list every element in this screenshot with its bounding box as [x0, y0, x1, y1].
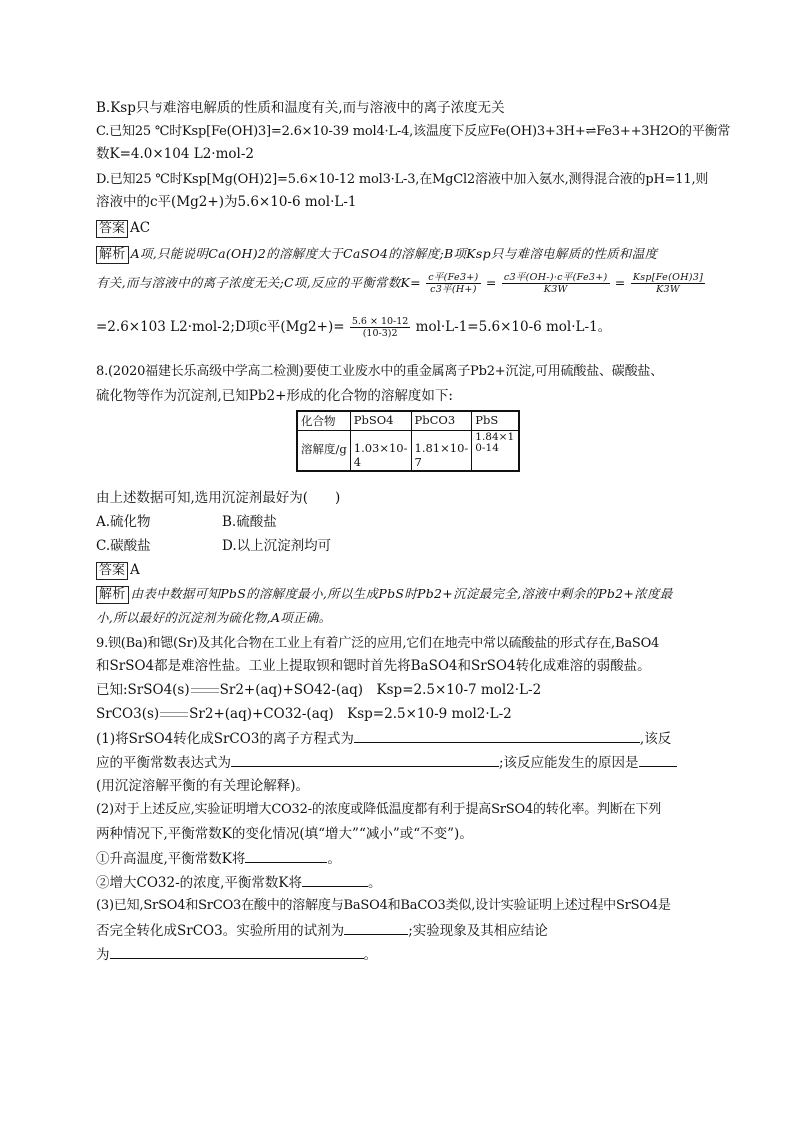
q9-part2-sub2: ②增大CO32-的浓度,平衡常数K将 。 [96, 872, 382, 893]
q9-stem-line2: 和SrSO4都是难溶性盐。工业上提取钡和锶时首先将BaSO4和SrSO4转化成难溶的弱酸盐。 [96, 658, 651, 674]
q7-option-d-line1: D.已知25 ℃时Ksp[Mg(OH)2]=5.6×10-12 mol3·L-3,在MgCl2溶液中加入氨水,测得混合液的pH=11,则 [96, 172, 709, 187]
q7-explain-text3b: mol·L-1=5.6×10-6 mol·L-1。 [415, 319, 612, 335]
q8-explain-line1 [96, 584, 673, 604]
q7-explain-line3 [96, 316, 611, 339]
answer-blank-4[interactable] [245, 848, 327, 863]
solubility-table [296, 410, 520, 472]
q8-explain-line2: 小,所以最好的沉淀剂为硫化物,A项正确。 [96, 610, 332, 625]
q8-stem-line1: 8.(2020福建长乐高级中学高二检测)要使工业废水中的重金属离子Pb2+沉淀,可用硫酸盐、碳酸盐、 [96, 364, 663, 379]
q7-option-d-line2: 溶液中的c平(Mg2+)为5.6×10-6 mol·L-1 [96, 194, 357, 210]
q7-explain-text2: 有关,而与溶液中的离子浓度无关;C项,反应的平衡常数K= [96, 275, 421, 290]
answer-blank-6[interactable] [344, 920, 408, 935]
explain-tag: 解析 [96, 586, 129, 604]
q7-option-c-line1: C.已知25 ℃时Ksp[Fe(OH)3]=2.6×10-39 mol4·L-4,该温度下反应Fe(OH)3+3H+⇌Fe3++3H2O的平衡常 [96, 124, 731, 139]
answer-blank-3[interactable] [639, 752, 677, 767]
q9-part3-line3: 为 。 [96, 944, 377, 965]
q7-option-c-line2: 数K=4.0×104 L2·mol-2 [96, 146, 254, 162]
q8-option-a: A.硫化物 [96, 514, 151, 530]
fraction-2: $\frac{\text{c3平(OH-)·c平(Fe3+)}}{K3W}$ [503, 272, 608, 295]
fraction-3: $\frac{\text{Ksp[Fe(OH)3]}}{K3W}$ [632, 272, 704, 295]
q7-answer-value: AC [130, 220, 151, 236]
table-cell: PbCO3 [411, 411, 472, 431]
answer-blank-5[interactable] [302, 872, 368, 887]
answer-tag: 答案 [96, 220, 128, 238]
q7-answer [96, 218, 150, 238]
q8-explain-text1: 由表中数据可知PbS的溶解度最小,所以生成PbS时Pb2+沉淀最完全,溶液中剩余的Pb2+浓度最 [130, 586, 673, 601]
answer-blank-7[interactable] [110, 944, 364, 959]
q9-stem-line1: 9.钡(Ba)和锶(Sr)及其化合物在工业上有着广泛的应用,它们在地壳中常以硫酸盐的形式存在,BaSO4 [96, 636, 660, 651]
equilibrium-arrow-icon [160, 712, 188, 718]
answer-blank-2[interactable] [231, 752, 499, 767]
q9-part1-line1: (1)将SrSO4转化成SrCO3的离子方程式为 ,该反 [96, 728, 671, 749]
q9-known-2: SrCO3(s) Sr2+(aq)+CO32-(aq) Ksp=2.5×10-9 mol2·L-2 [96, 706, 512, 722]
q9-part1-line2: 应的平衡常数表达式为 ;该反应能发生的原因是 [96, 752, 677, 773]
q9-part1-line3: (用沉淀溶解平衡的有关理论解释)。 [96, 778, 310, 794]
fraction-4: $\frac{5.6 \times 10-12}{(10-3)2}$ [351, 316, 409, 339]
answer-tag: 答案 [96, 562, 128, 580]
q8-question: 由上述数据可知,选用沉淀剂最好为( ) [96, 490, 341, 506]
q9-part3-line1: (3)已知,SrSO4和SrCO3在酸中的溶解度与BaSO4和BaCO3类似,设计实验证明上述过程中SrSO4是 [96, 898, 671, 913]
q8-answer [96, 560, 140, 580]
q7-explain-text3a: =2.6×103 L2·mol-2;D项c平(Mg2+)= [96, 319, 345, 335]
table-header-row [297, 411, 519, 431]
explain-tag: 解析 [96, 246, 129, 264]
q7-option-b: B.Ksp只与难溶电解质的性质和温度有关,而与溶液中的离子浓度无关 [96, 100, 505, 116]
q9-known-1: 已知:SrSO4(s) Sr2+(aq)+SO42-(aq) Ksp=2.5×10-7 mol2·L-2 [96, 682, 542, 698]
q7-explain-line2: 有关,而与溶液中的离子浓度无关;C项,反应的平衡常数K= $\frac{\text{c平(Fe3+)}}{\text{c3平(H+)}}$ = $\frac{\text{c3平(OH-)·c平(Fe3+)}}{K3W}$ = $\frac{\text{Ksp[Fe(OH)3]}}{K3W}$ [96, 272, 704, 295]
table-row [297, 431, 519, 472]
q8-option-d: D.以上沉淀剂均可 [222, 538, 332, 554]
equilibrium-arrow-icon [191, 688, 219, 694]
q8-answer-value: A [130, 562, 140, 578]
table-cell: 1.84×10-14 [472, 431, 520, 472]
q9-part3-line2: 否完全转化成SrCO3。实验所用的试剂为 ;实验现象及其相应结论 [96, 920, 548, 941]
table-cell: PbSO4 [350, 411, 411, 431]
q8-stem-line2: 硫化物等作为沉淀剂,已知Pb2+形成的化合物的溶解度如下: [96, 388, 453, 404]
table-cell: PbS [472, 411, 520, 431]
q9-part2-sub1: ①升高温度,平衡常数K将 。 [96, 848, 341, 869]
answer-blank-1[interactable] [354, 728, 640, 743]
q9-part2-line1: (2)对于上述反应,实验证明增大CO32-的浓度或降低温度都有利于提高SrSO4的转化率。判断在下列 [96, 802, 662, 817]
fraction-1: $\frac{\text{c平(Fe3+)}}{\text{c3平(H+)}}$ [428, 272, 479, 295]
table-cell: 溶解度/g [297, 431, 350, 472]
table-cell: 化合物 [297, 411, 350, 431]
q9-part2-line2: 两种情况下,平衡常数K的变化情况(填“增大”“减小”或“不变”)。 [96, 826, 473, 842]
q8-option-b: B.硫酸盐 [222, 514, 277, 530]
q7-explain-line1 [96, 244, 657, 264]
table-cell: 1.03×10-4 [350, 431, 411, 472]
q8-option-c: C.碳酸盐 [96, 538, 151, 554]
q7-explain-text1: A项,只能说明Ca(OH)2的溶解度大于CaSO4的溶解度;B项Ksp只与难溶电解质的性质和温度 [130, 246, 658, 261]
table-cell: 1.81×10-7 [411, 431, 472, 472]
